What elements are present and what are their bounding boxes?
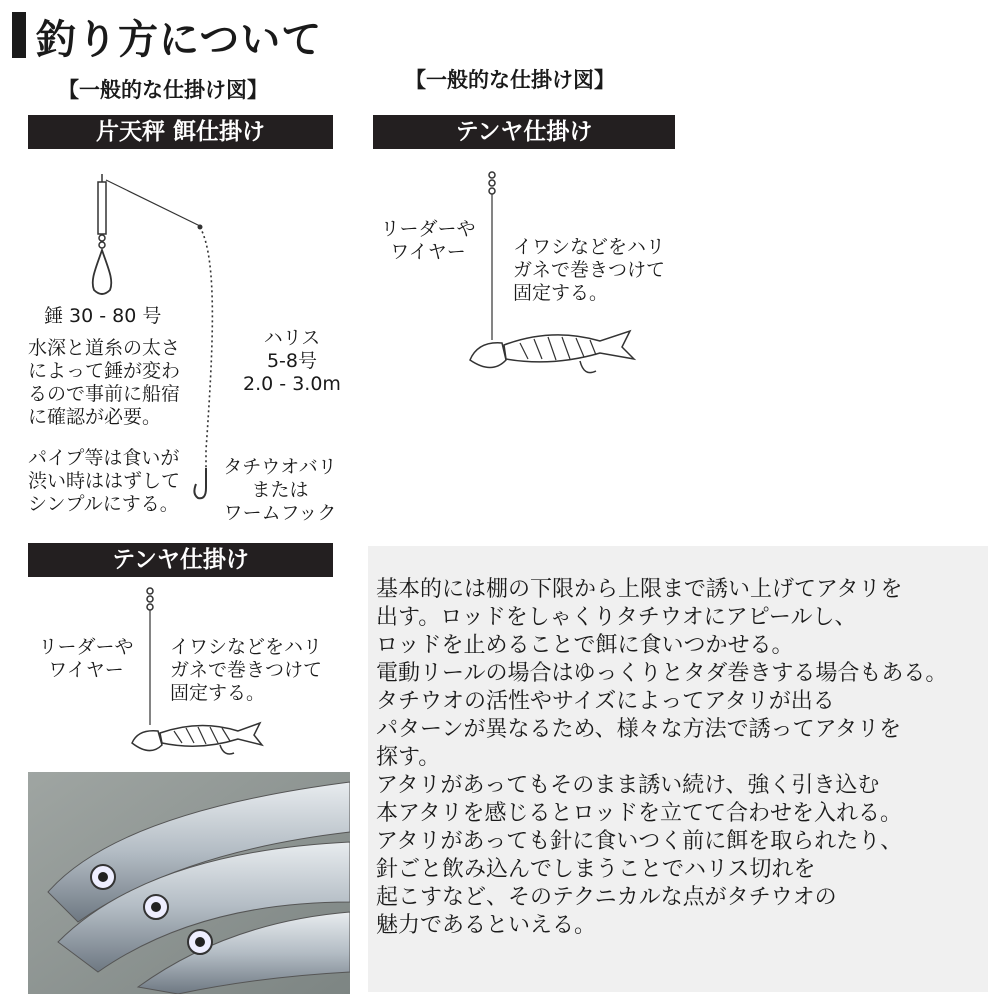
description-line: 起こすなど、そのテクニカルな点がタチウオの — [376, 885, 837, 910]
description-line: アタリがあってもそのまま誘い続け、強く引き込む — [376, 773, 880, 798]
left-subtitle: 【一般的な仕掛け図】 — [58, 78, 268, 102]
bait-note-right: イワシなどをハリ ガネで巻きつけて 固定する。 — [513, 236, 666, 304]
sinker-note: 水深と道糸の太さ によって錘が変わ るので事前に船宿 に確認が必要。 — [28, 337, 181, 428]
hook-label: タチウオバリ または ワームフック — [223, 456, 337, 524]
sinker-label: 錘 30 - 80 号 — [44, 305, 162, 327]
description-line: 魅力であるといえる。 — [376, 913, 597, 938]
description-panel — [368, 546, 988, 992]
description-text — [376, 576, 947, 940]
description-line: 基本的には棚の下限から上限まで誘い上げてアタリを — [376, 577, 903, 602]
right-subtitle: 【一般的な仕掛け図】 — [405, 68, 615, 92]
description-line: アタリがあっても針に食いつく前に餌を取られたり、 — [376, 829, 903, 854]
harris-label: ハリス 5-8号 2.0 - 3.0m — [243, 327, 341, 395]
description-line: パターンが異なるため、様々な方法で誘ってアタリを — [376, 717, 902, 742]
description-line: タチウオの活性やサイズによってアタリが出る — [376, 689, 835, 714]
description-line: 出す。ロッドをしゃくりタチウオにアピールし、 — [376, 605, 857, 630]
pipe-note: パイプ等は食いが 渋い時ははずして シンプルにする。 — [28, 447, 181, 515]
cutlassfish-photo — [28, 772, 350, 994]
harris-line — [200, 227, 212, 468]
sardine-icon — [160, 723, 262, 746]
description-line: 本アタリを感じるとロッドを立てて合わせを入れる。 — [376, 801, 903, 826]
bait-note-left: イワシなどをハリ ガネで巻きつけて 固定する。 — [170, 636, 323, 704]
pipe-icon — [98, 182, 106, 234]
right-rig-band: テンヤ仕掛け — [373, 115, 675, 149]
leader-label-left: リーダーや ワイヤー — [38, 636, 134, 681]
leader-label-right: リーダーや ワイヤー — [380, 218, 476, 263]
page-title: 釣り方について — [36, 17, 323, 63]
description-line: ロッドを止めることで餌に食いつかせる。 — [376, 633, 794, 658]
description-line: 探す。 — [376, 745, 441, 770]
rig2-band: テンヤ仕掛け — [28, 543, 333, 577]
description-line: 針ごと飲み込んでしまうことでハリス切れを — [376, 857, 816, 882]
hook-icon — [194, 468, 206, 498]
tenya-head-icon — [132, 731, 162, 751]
description-line: 電動リールの場合はゆっくりとタダ巻きする場合もある。 — [376, 661, 948, 686]
sinker-icon — [93, 250, 112, 294]
title-accent-bar — [12, 12, 26, 58]
rig1-band: 片天秤 餌仕掛け — [28, 115, 333, 149]
